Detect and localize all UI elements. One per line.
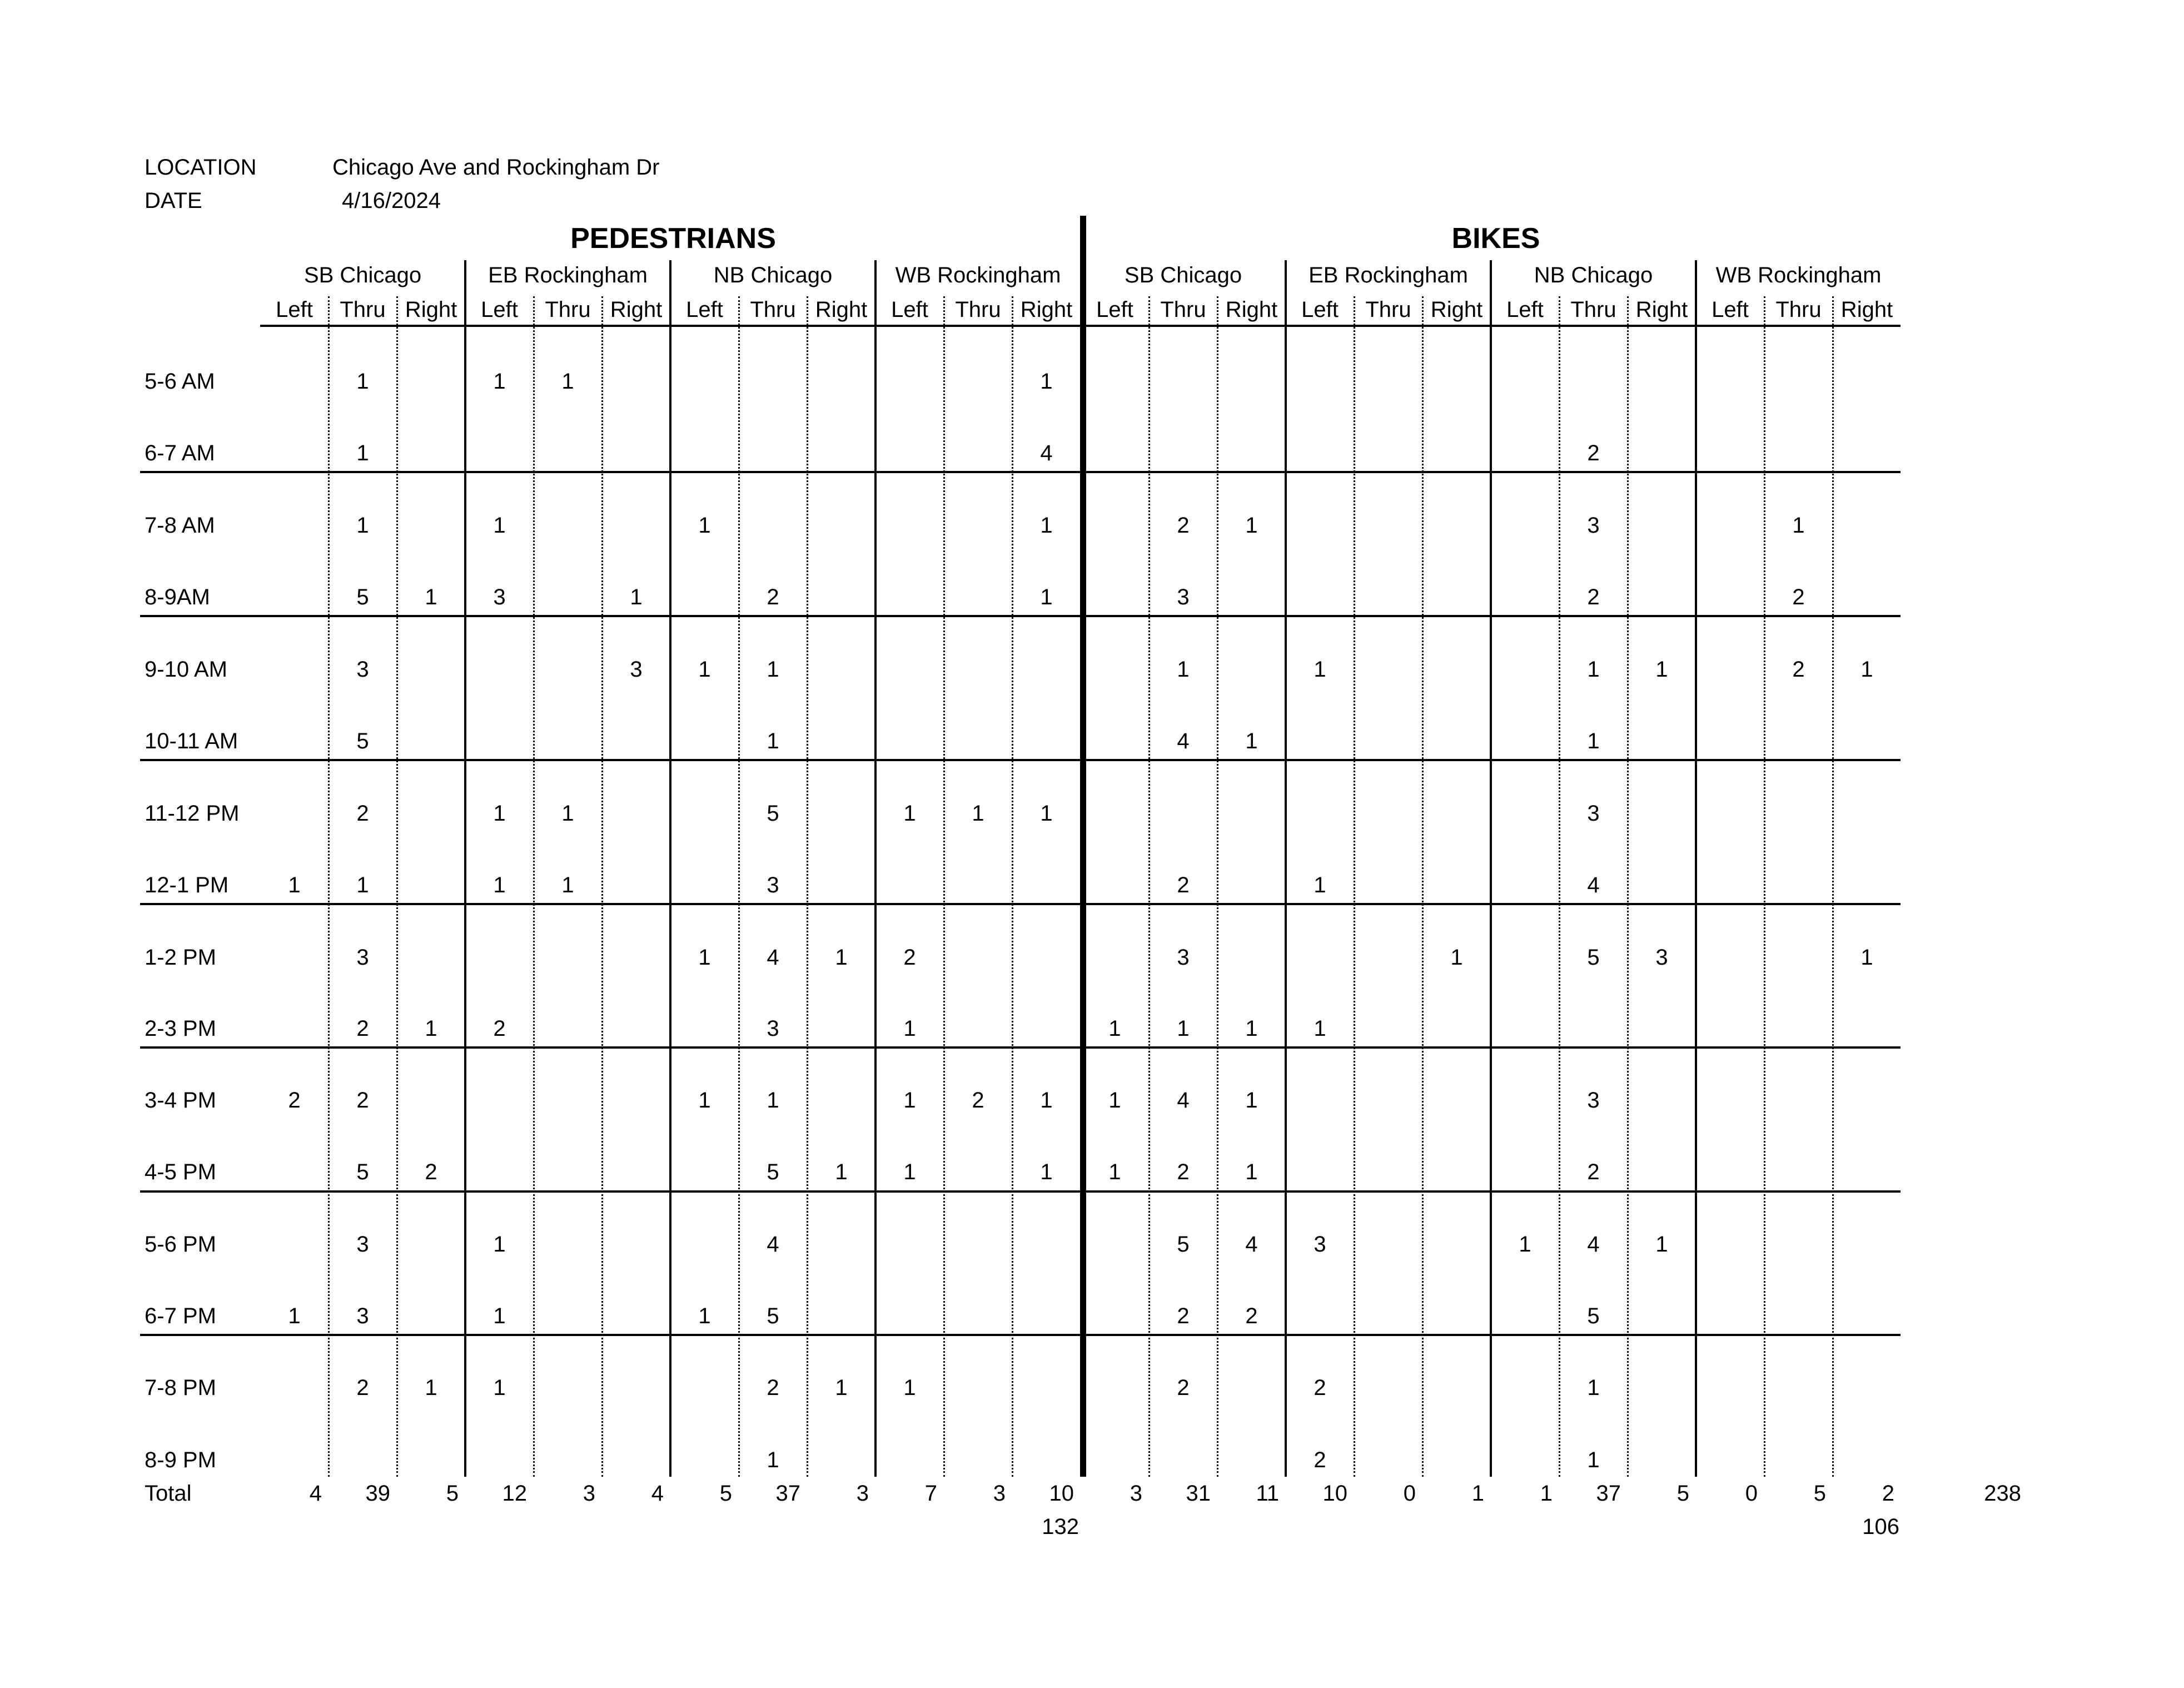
movement-header: Thru [545, 297, 591, 322]
time-period-label: 1-2 PM [145, 945, 216, 970]
movement-header: Right [405, 297, 457, 322]
count-cell: 1 [1177, 1016, 1190, 1041]
count-cell: 1 [561, 801, 574, 826]
approach-header: SB Chicago [1124, 263, 1242, 287]
row-group-rule [140, 759, 1901, 761]
count-cell: 3 [356, 657, 369, 682]
count-cell: 1 [1450, 945, 1463, 970]
movement-separator [328, 296, 330, 1477]
movement-header: Thru [1570, 297, 1616, 322]
count-cell: 1 [835, 945, 848, 970]
count-cell: 1 [493, 873, 506, 897]
row-group-rule [140, 471, 1901, 473]
grand-total: 238 [1984, 1481, 2021, 1506]
count-cell: 5 [356, 1160, 369, 1184]
movement-separator [1764, 296, 1765, 1477]
total-cell: 3 [1130, 1481, 1142, 1506]
approach-separator [669, 260, 671, 1477]
movement-separator [396, 296, 398, 1477]
count-cell: 1 [903, 1376, 916, 1400]
movement-header: Left [686, 297, 723, 322]
count-cell: 1 [1245, 513, 1258, 538]
count-cell: 4 [767, 1232, 779, 1257]
row-group-rule [140, 903, 1901, 905]
approach-separator [1285, 260, 1287, 1477]
count-cell: 1 [1655, 1232, 1668, 1257]
date-value: 4/16/2024 [342, 188, 441, 213]
count-cell: 2 [903, 945, 916, 970]
count-cell: 1 [698, 513, 711, 538]
count-cell: 1 [288, 1304, 301, 1328]
bikes-title: BIKES [1451, 222, 1540, 255]
count-cell: 1 [630, 585, 643, 609]
approach-separator [874, 260, 877, 1477]
movement-separator [1559, 296, 1560, 1477]
total-cell: 4 [309, 1481, 322, 1506]
count-cell: 4 [1177, 1088, 1190, 1113]
count-cell: 1 [1245, 729, 1258, 753]
movement-separator [1148, 296, 1150, 1477]
count-cell: 3 [767, 1016, 779, 1041]
movement-header: Right [1635, 297, 1688, 322]
count-cell: 2 [1177, 873, 1190, 897]
count-cell: 2 [356, 1376, 369, 1400]
count-cell: 2 [1587, 1160, 1600, 1184]
count-cell: 1 [698, 945, 711, 970]
row-group-rule [140, 615, 1901, 617]
approach-header: SB Chicago [304, 263, 422, 287]
count-cell: 3 [1587, 801, 1600, 826]
time-period-label: 7-8 PM [145, 1376, 216, 1400]
count-cell: 1 [1587, 729, 1600, 753]
time-period-label: 6-7 PM [145, 1304, 216, 1328]
location-label: LOCATION [145, 155, 257, 180]
approach-separator [1490, 260, 1492, 1477]
total-cell: 3 [993, 1481, 1006, 1506]
count-cell: 2 [1245, 1304, 1258, 1328]
count-cell: 5 [1587, 1304, 1600, 1328]
count-cell: 5 [1177, 1232, 1190, 1257]
count-cell: 2 [1587, 441, 1600, 465]
count-cell: 1 [356, 369, 369, 394]
total-cell: 1 [1540, 1481, 1553, 1506]
pedestrians-title: PEDESTRIANS [570, 222, 776, 255]
count-cell: 2 [425, 1160, 437, 1184]
total-cell: 3 [583, 1481, 595, 1506]
time-period-label: 5-6 AM [145, 369, 215, 394]
count-cell: 1 [493, 1304, 506, 1328]
time-period-label: 8-9AM [145, 585, 210, 609]
movement-header: Left [1301, 297, 1339, 322]
time-period-label: 4-5 PM [145, 1160, 216, 1184]
movement-header: Thru [750, 297, 796, 322]
count-cell: 3 [356, 1304, 369, 1328]
total-cell: 10 [1322, 1481, 1347, 1506]
count-cell: 1 [1245, 1016, 1258, 1041]
movement-header: Left [891, 297, 928, 322]
count-cell: 1 [1040, 1160, 1053, 1184]
count-cell: 1 [425, 1016, 437, 1041]
count-cell: 1 [1040, 801, 1053, 826]
header-rule [260, 325, 1901, 327]
total-cell: 39 [365, 1481, 390, 1506]
count-cell: 2 [356, 1088, 369, 1113]
row-group-rule [140, 1190, 1901, 1193]
count-cell: 1 [1108, 1088, 1121, 1113]
total-cell: 10 [1049, 1481, 1074, 1506]
total-cell: 31 [1186, 1481, 1211, 1506]
count-cell: 2 [1314, 1448, 1326, 1472]
count-cell: 2 [972, 1088, 984, 1113]
count-cell: 2 [1177, 1304, 1190, 1328]
total-cell: 5 [719, 1481, 732, 1506]
count-cell: 5 [356, 729, 369, 753]
count-cell: 4 [1587, 873, 1600, 897]
approach-separator [464, 260, 466, 1477]
count-cell: 1 [1587, 1448, 1600, 1472]
count-cell: 1 [288, 873, 301, 897]
time-period-label: 12-1 PM [145, 873, 229, 897]
bikes-total: 106 [1862, 1515, 1899, 1539]
movement-header: Thru [1365, 297, 1411, 322]
count-cell: 1 [835, 1160, 848, 1184]
approach-header: NB Chicago [713, 263, 833, 287]
count-cell: 3 [493, 585, 506, 609]
time-period-label: 5-6 PM [145, 1232, 216, 1257]
row-group-rule [140, 1334, 1901, 1336]
count-cell: 1 [561, 873, 574, 897]
time-period-label: 2-3 PM [145, 1016, 216, 1041]
count-cell: 1 [1108, 1016, 1121, 1041]
count-cell: 5 [356, 585, 369, 609]
approach-header: EB Rockingham [1309, 263, 1468, 287]
count-cell: 1 [972, 801, 984, 826]
count-cell: 1 [698, 657, 711, 682]
total-cell: 11 [1256, 1481, 1279, 1506]
count-cell: 3 [1587, 513, 1600, 538]
count-cell: 1 [493, 513, 506, 538]
count-cell: 1 [1245, 1088, 1258, 1113]
total-cell: 0 [1403, 1481, 1416, 1506]
count-cell: 1 [1860, 945, 1873, 970]
count-cell: 3 [767, 873, 779, 897]
total-cell: 1 [1471, 1481, 1484, 1506]
movement-header: Right [1840, 297, 1893, 322]
approach-header: EB Rockingham [488, 263, 648, 287]
movement-header: Left [276, 297, 313, 322]
count-cell: 4 [767, 945, 779, 970]
count-cell: 5 [767, 1304, 779, 1328]
total-cell: 37 [775, 1481, 800, 1506]
movement-separator [1422, 296, 1424, 1477]
count-cell: 3 [1177, 585, 1190, 609]
movement-header: Thru [340, 297, 386, 322]
movement-header: Left [1712, 297, 1749, 322]
movement-header: Right [1430, 297, 1483, 322]
total-cell: 12 [502, 1481, 527, 1506]
count-cell: 2 [356, 801, 369, 826]
count-cell: 1 [561, 369, 574, 394]
count-cell: 3 [356, 945, 369, 970]
count-cell: 1 [767, 1448, 779, 1472]
movement-separator [1832, 296, 1834, 1477]
count-cell: 1 [767, 729, 779, 753]
count-cell: 1 [698, 1304, 711, 1328]
time-period-label: 6-7 AM [145, 441, 215, 465]
count-cell: 1 [1177, 657, 1190, 682]
count-cell: 1 [1040, 369, 1053, 394]
total-cell: 5 [446, 1481, 459, 1506]
time-period-label: 7-8 AM [145, 513, 215, 538]
movement-separator [1012, 296, 1013, 1477]
approach-header: WB Rockingham [895, 263, 1061, 287]
approach-separator [1695, 260, 1697, 1477]
count-cell: 1 [356, 513, 369, 538]
count-cell: 1 [903, 801, 916, 826]
count-cell: 1 [903, 1016, 916, 1041]
count-cell: 1 [1040, 513, 1053, 538]
count-cell: 3 [630, 657, 643, 682]
count-cell: 1 [1314, 1016, 1326, 1041]
count-cell: 2 [493, 1016, 506, 1041]
pedestrians-total: 132 [1042, 1515, 1079, 1539]
count-cell: 4 [1040, 441, 1053, 465]
count-cell: 2 [1314, 1376, 1326, 1400]
count-cell: 5 [767, 801, 779, 826]
count-cell: 1 [1314, 657, 1326, 682]
movement-separator [533, 296, 535, 1477]
count-cell: 1 [425, 585, 437, 609]
location-value: Chicago Ave and Rockingham Dr [332, 155, 660, 180]
count-cell: 1 [1519, 1232, 1531, 1257]
count-cell: 3 [1587, 1088, 1600, 1113]
count-cell: 1 [1314, 873, 1326, 897]
count-cell: 3 [356, 1232, 369, 1257]
count-cell: 1 [493, 369, 506, 394]
total-cell: 0 [1745, 1481, 1758, 1506]
count-cell: 1 [1587, 657, 1600, 682]
movement-header: Thru [1160, 297, 1206, 322]
movement-header: Right [610, 297, 663, 322]
movement-separator [1627, 296, 1629, 1477]
count-cell: 2 [767, 1376, 779, 1400]
movement-separator [943, 296, 945, 1477]
count-cell: 1 [356, 873, 369, 897]
approach-header: WB Rockingham [1715, 263, 1882, 287]
count-cell: 4 [1587, 1232, 1600, 1257]
movement-header: Right [1020, 297, 1073, 322]
movement-header: Thru [955, 297, 1001, 322]
movement-header: Right [815, 297, 868, 322]
time-period-label: 3-4 PM [145, 1088, 216, 1113]
count-cell: 1 [493, 1376, 506, 1400]
count-cell: 3 [1314, 1232, 1326, 1257]
approach-header: NB Chicago [1534, 263, 1653, 287]
count-cell: 1 [1040, 1088, 1053, 1113]
count-cell: 1 [1792, 513, 1805, 538]
total-cell: 5 [1676, 1481, 1689, 1506]
movement-header: Right [1225, 297, 1278, 322]
date-label: DATE [145, 188, 202, 213]
count-cell: 1 [1655, 657, 1668, 682]
count-cell: 1 [1108, 1160, 1121, 1184]
count-cell: 1 [767, 657, 779, 682]
total-cell: 4 [651, 1481, 664, 1506]
movement-header: Left [1096, 297, 1133, 322]
count-cell: 1 [1040, 585, 1053, 609]
count-cell: 1 [493, 801, 506, 826]
count-cell: 1 [903, 1160, 916, 1184]
total-cell: 37 [1596, 1481, 1621, 1506]
count-cell: 3 [1655, 945, 1668, 970]
total-cell: 7 [924, 1481, 937, 1506]
movement-separator [1354, 296, 1355, 1477]
total-cell: 5 [1813, 1481, 1826, 1506]
count-cell: 1 [1860, 657, 1873, 682]
time-period-label: 10-11 AM [145, 729, 238, 753]
count-cell: 2 [1792, 657, 1805, 682]
count-cell: 2 [356, 1016, 369, 1041]
count-cell: 2 [767, 585, 779, 609]
count-cell: 1 [1245, 1160, 1258, 1184]
row-group-rule [140, 1046, 1901, 1049]
total-cell: 2 [1882, 1481, 1894, 1506]
count-cell: 1 [767, 1088, 779, 1113]
count-cell: 2 [1177, 513, 1190, 538]
count-cell: 1 [425, 1376, 437, 1400]
count-cell: 5 [1587, 945, 1600, 970]
movement-header: Left [1506, 297, 1544, 322]
movement-separator [807, 296, 808, 1477]
total-cell: 3 [856, 1481, 869, 1506]
count-cell: 3 [1177, 945, 1190, 970]
count-cell: 1 [1587, 1376, 1600, 1400]
movement-header: Left [481, 297, 518, 322]
count-cell: 4 [1245, 1232, 1258, 1257]
count-cell: 1 [698, 1088, 711, 1113]
section-divider [1080, 216, 1086, 1477]
count-cell: 2 [1177, 1376, 1190, 1400]
count-cell: 2 [288, 1088, 301, 1113]
total-label: Total [145, 1481, 192, 1506]
count-cell: 2 [1177, 1160, 1190, 1184]
count-cell: 1 [903, 1088, 916, 1113]
movement-separator [738, 296, 740, 1477]
movement-header: Thru [1775, 297, 1822, 322]
count-cell: 4 [1177, 729, 1190, 753]
count-cell: 1 [493, 1232, 506, 1257]
count-cell: 2 [1792, 585, 1805, 609]
count-cell: 5 [767, 1160, 779, 1184]
count-cell: 1 [835, 1376, 848, 1400]
movement-separator [1217, 296, 1218, 1477]
movement-separator [601, 296, 603, 1477]
count-cell: 2 [1587, 585, 1600, 609]
count-cell: 1 [356, 441, 369, 465]
time-period-label: 8-9 PM [145, 1448, 216, 1472]
time-period-label: 11-12 PM [145, 801, 240, 826]
time-period-label: 9-10 AM [145, 657, 227, 682]
